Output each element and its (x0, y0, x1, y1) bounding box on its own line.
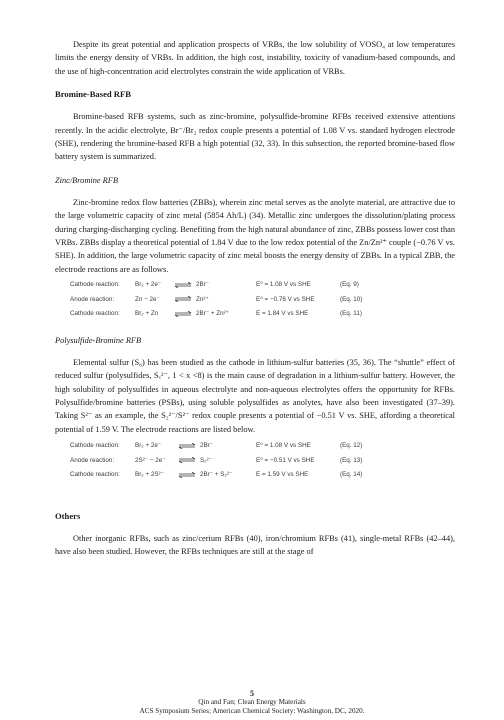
reversible-arrow-icon (178, 457, 196, 464)
equation-row (70, 281, 455, 296)
equation-right-side: 2Br⁻ + S₂²⁻ (200, 471, 233, 479)
page-footer (0, 689, 504, 716)
equation-row (70, 310, 455, 325)
equation-left-side: Br₂ + Zn (135, 310, 159, 318)
equation-label: Cathode reaction: (70, 310, 120, 318)
reversible-arrow-icon (178, 471, 196, 478)
equation-left-side: Br₂ + 2e⁻ (135, 442, 162, 450)
equation-number: (Eq. 14) (340, 471, 363, 479)
equation-potential: E⁰ = −0.76 V vs SHE (256, 295, 315, 303)
paragraph-polysulfide-bromine: Elemental sulfur (S₈) has been studied as the cathode in lithium-sulfur batteries (35, 36). The “shuttle” effect of reduced sulfur (polysulfides, Sₓ²⁻, 1 < x <8) is the main cause of degradation in a lithium-sulfur battery. However, the high solubility of polysulfides in aqueous electrolyte and non-aqueous electrolytes offers the opportunity for RFBs. Polysulfide/bromine batteries (PSBs), using soluble polysulfides as anolytes, have also been investigated (37–39). Taking S²⁻ as an example, the S₂²⁻/S²⁻ redox couple presents a potential of −0.51 V vs. SHE, affording a theoretical potential of 1.59 V. The electrode reactions are listed below. (55, 357, 455, 434)
equation-left-side: Zn − 2e⁻ (135, 295, 160, 303)
equation-potential: E⁰ = −0.51 V vs SHE (256, 456, 315, 464)
equation-number: (Eq. 13) (340, 456, 363, 464)
equation-block-zinc-bromine (70, 281, 455, 325)
equation-block-polysulfide-bromine (70, 442, 455, 486)
heading-bromine-based-rfb: Bromine-Based RFB (55, 89, 131, 100)
reversible-arrow-icon (174, 296, 192, 303)
paragraph-others: Other inorganic RFBs, such as zinc/cerium RFBs (40), iron/chromium RFBs (41), single-metal RFBs (42–44), have also been studied. However, the RFBs techniques are still at the stage of (55, 533, 455, 557)
equation-potential: E = 1.84 V vs SHE (256, 310, 309, 318)
equation-potential: E⁰ = 1.08 V vs SHE (256, 281, 311, 289)
reversible-arrow-icon (178, 442, 196, 449)
reversible-arrow-icon (174, 281, 192, 288)
equation-right-side: S₂²⁻ (200, 456, 213, 464)
equation-left-side: Br₂ + 2e⁻ (135, 281, 162, 289)
equation-potential: E = 1.59 V vs SHE (256, 471, 309, 479)
equation-right-side: 2Br⁻ (200, 442, 214, 450)
equation-label: Anode reaction: (70, 456, 115, 464)
reversible-arrow-icon (174, 310, 192, 317)
heading-polysulfide-bromine-rfb: Polysulfide-Bromine RFB (55, 335, 142, 345)
equation-right-side: 2Br⁻ (196, 281, 210, 289)
equation-row (70, 471, 455, 486)
paragraph-bromine-based: Bromine-based RFB systems, such as zinc-bromine, polysulfide-bromine RFBs received extensive attentions recently. In the acidic electrolyte, Br⁻/Br₂ redox couple presents a potential of 1.08 V vs. standard hydrogen electrode (SHE), rendering the bromine-based RFB a high potential (32, 33). In this subsection, the reported bromine-based flow battery system is summarized. (55, 112, 455, 162)
page-number: 5 (250, 689, 254, 698)
paragraph-vrb-limits: Despite its great potential and application prospects of VRBs, the low solubility of VOSO₄ at low temperatures limits the energy density of VRBs. In addition, the high cost, instability, toxicity of vanadium-based compounds, and the use of high-concentration acid electrolytes constrain the wide application of VRBs. (55, 40, 455, 76)
heading-zinc-bromine-rfb: Zinc/Bromine RFB (55, 175, 118, 185)
equation-row (70, 457, 455, 472)
equation-number: (Eq. 10) (340, 295, 363, 303)
page-body (55, 38, 455, 559)
equation-row (70, 442, 455, 457)
equation-potential: E⁰ = 1.08 V vs SHE (256, 442, 311, 450)
paragraph-zinc-bromine: Zinc-bromine redox flow batteries (ZBBs), wherein zinc metal serves as the anolyte material, are attractive due to the large volumetric capacity of zinc metal (5854 Ah/L) (34). Metallic zinc undergoes the dissolution/plating process during charging-discharging cycling. Benefiting from the high natural abundance of zinc, ZBBs possess lower cost than VRBs. ZBBs display a theoretical potential of 1.84 V due to the low redox potential of the Zn/Zn²⁺ couple (−0.76 V vs. SHE). In addition, the large volumetric capacity of zinc metal boosts the energy density of ZBBs. In a typical ZBB, the electrode reactions are as follows. (55, 197, 455, 274)
footer-citation-series: ACS Symposium Series; American Chemical Society: Washington, DC, 2020. (139, 707, 365, 715)
footer-citation-authors: Qin and Fan; Clean Energy Materials (198, 698, 306, 706)
equation-label: Cathode reaction: (70, 281, 120, 289)
equation-row (70, 296, 455, 311)
equation-number: (Eq. 12) (340, 442, 363, 450)
equation-left-side: 2S²⁻ − 2e⁻ (135, 456, 166, 464)
heading-others: Others (55, 510, 81, 521)
equation-left-side: Br₂ + 2S²⁻ (135, 471, 165, 479)
equation-number: (Eq. 9) (340, 281, 359, 289)
equation-right-side: 2Br⁻ + Zn²⁺ (196, 310, 230, 318)
equation-label: Anode reaction: (70, 295, 115, 303)
equation-number: (Eq. 11) (340, 310, 362, 318)
equation-label: Cathode reaction: (70, 442, 120, 450)
equation-right-side: Zn²⁺ (196, 295, 209, 303)
equation-label: Cathode reaction: (70, 471, 120, 479)
